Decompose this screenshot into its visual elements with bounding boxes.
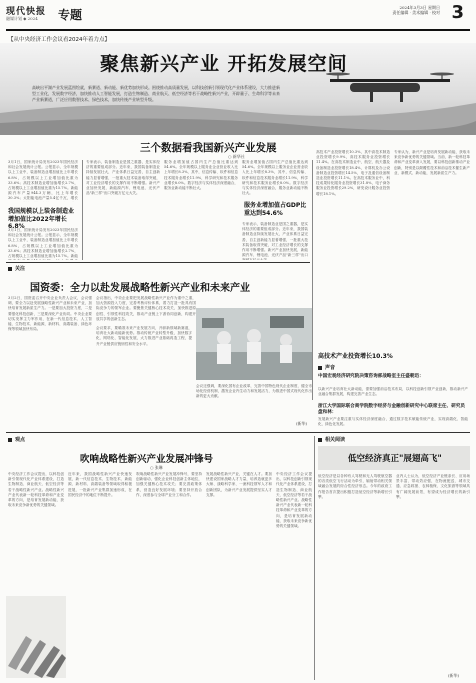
article2-col3: 会议还强调，要深化国有企业改革，完善中国特色现代企业制度，健全市场化经营机制，激发企业内生动力和发展活力，为推进中国式现代化作出新的更大贡献。 [196,384,312,399]
turbine-illustration [6,596,66,678]
article1-callout-2: 服务业增加值占GDP比重达到54.6% [244,202,307,217]
article3-byline: ○ 张琳 [150,465,163,470]
banner-intro: 高峡出平湖产业发展蓝图绘就，新赛道、新动能、新优势加快形成。围绕推动高质量发展，以科技创新引领现代化产业体系建设，大力推进新型工业化，发展数字经济，加快推动人工智能发展，打造生物制造、商业航天、低空经济等若干战略性新兴产业，开辟量子、生命科学等未来产业新赛道，广泛应用数智技术、绿色技术，加快传统产业转型升级。 [32,85,280,102]
article1-title: 三个数据看我国新兴产业发展 [140,142,277,154]
article3-title: 吹响战略性新兴产业发展冲锋号 [80,454,214,465]
industry-graphic [6,596,66,678]
article2-col2-top: 会议指出，中央企业要把发展战略性新兴产业作为重中之重，加大资源投入力度，完善考核评价体系，着力打造一批具有国际竞争力的领军企业。要聚焦关键核心技术攻关，加快推进原创性、引领性科技攻关，推动产业链上下游协同创新，构建开放共享的创新生态。 [96,296,196,321]
article3-col2: 近年来，我国战略性新兴产业快速发展，新一代信息技术、生物技术、新能源、新材料、高端装备等领域取得积极进展，一批新兴产业集群加速形成，在国民经济中的地位不断提升。 [68,472,132,497]
article3-col4: 发展战略性新兴产业，关键在人才。要加快建设国家战略人才力量，培养造就更多大师、战略科学家、一流科技领军人才和创新团队，为新兴产业发展提供坚实人才支撑。 [206,472,272,497]
section-divider [6,262,310,263]
paper-name: 现代快报 [6,7,47,17]
voice-1-text: 以新兴产业培育壮大新动能，需要加强前沿技术布局，以科技创新引领产业创新，推动新兴产业融合集群发展，构建完善产业生态。 [318,387,468,397]
column-rule [82,160,83,260]
article3-col1: 中央经济工作会议提出，以科技创新引领现代化产业体系建设，打造生物制造、商业航天、低空经济等若干战略性新兴产业。战略性新兴产业代表新一轮科技革命和产业变革的方向，是培育发展新动能、获取未来竞争新优势的关键领域。 [8,472,64,508]
article4-title: 低空经济真正"展翅高飞" [348,454,442,464]
article3-col3: 吹响战略性新兴产业发展冲锋号，要坚持创新驱动，强化企业科技创新主体地位，加强关键核心技术攻关；要完善政策体系，营造良好发展环境；要坚持开放合作，深度参与全球产业分工和合作。 [136,472,202,497]
date-line: 2024年3月3日 星期日 [399,5,440,10]
section-tag-focus: 关注 [8,265,25,272]
column-rule [314,436,315,680]
article1-col4-a: 专家表示，装备制造业是国之重器，是实体经济的重要组成部分。近年来，我国装备制造业持续发展壮大，产业体系日益完善，自主创新能力显著增强，一批重大技术装备取得突破，对工业经济增长的支撑作用不断增强。新兴产业加快发展，新能源汽车、锂电池、光伏产品"新三样"出口 [242,222,308,258]
section-tag-opinion: 观点 [8,436,25,443]
article1-col4: 高技术产业投资增长10.3%，其中高技术制造业投资增长9.9%，高技术服务业投资增长11.4%。在高技术制造业中，航空、航天器及设备制造业投资增长18.4%，计算机及办公设备制造业投资增长14.5%，电子及通信设备制造业投资增长11.1%。在高技术服务业中，科技成果转化服务业投资增长31.8%，电子商务服务业投资增长29.2%，研发设计服务业投资增长18.1%。 [316,150,390,196]
article2-title: 国资委：全力以赴发展战略性新兴产业和未来产业 [30,283,250,294]
article1-callout-3: 高技术产业投资增长10.3% [318,353,393,360]
paper-subtitle: 融媒计划 ◆ 2024 [6,16,38,21]
section-divider [6,432,470,433]
article1-callout-1: 我国规模以上装备制造业增加值比2022年增长6.8% [8,208,75,230]
article4-col1: 低空经济是以各种有人驾驶和无人驾驶航空器的各类低空飞行活动为牵引，辐射带动相关领域融合发展的综合性经济形态。今年的政府工作报告首次提出积极打造低空经济等新增长引擎。 [318,474,392,499]
header-meta [392,5,440,15]
banner-title: 聚焦新兴产业 开拓发展空间 [100,53,348,75]
article1-col1: 3月1日，国家统计局发布2023年国民经济和社会发展统计公报。公报显示，全年规模以上工业中，装备制造业增加值比上年增长6.8%，占规模以上工业增加值比重为33.6%；高技术制造业增加值增长2.7%，占规模以上工业增加值比重为15.7%。新能源汽车产量944.3万辆，比上年增长30.3%；太阳能电池产量5.4亿千瓦，增长 [8,160,78,201]
article3-col5: 中央经济工作会议提出，以科技创新引领现代化产业体系建设，打造生物制造、商业航天、低空经济等若干战略性新兴产业。战略性新兴产业代表新一轮科技革命和产业变革的方向，是培育发展新动能、获取未来竞争新优势的关键领域。 [276,472,312,529]
section-tag-voices: 声音 [318,364,335,371]
voice-1-head: 中国宏观经济研究院决策咨询部战略室主任盛朝迅： [318,374,424,379]
article1-col3: 服务业增加值占国内生产总值比重达到54.6%。全年规模以上服务业企业营业收入比上年增长8.3%，其中，信息传输、软件和信息技术服务业增长11.9%，科学研究和技术服务业增长8.0%。数字经济与实体经济深度融合，服务业新动能不断壮大。 [164,160,238,191]
article1-byline: ○ 新华社 [228,154,245,159]
column-rule [312,160,313,400]
masthead-rule [6,29,470,31]
section-tag-related: 相关阅读 [318,436,345,443]
page-number: 3 [451,2,464,23]
article2-col2: 会议要求，要瞄准未来产业发展方向，开辟新领域新赛道，培育壮大新动能新优势。推动传统产业转型升级，加快数字化、网络化、智能化发展，大力推进产业基础再造工程，提升产业链供应链韧性和安全水平。 [96,326,192,346]
voice-2-head: 浙江大学国际联合商学院数字经济与金融创新研究中心联席主任、研究员盘和林： [318,404,466,415]
banner-tag: 【从中央经济工作会议看2024年着力点】 [8,37,110,43]
article1-col3-b: 服务业增加值占国内生产总值比重达到54.6%。全年规模以上服务业企业营业收入比上年增长8.3%，其中，信息传输、软件和信息技术服务业增长11.9%，科学研究和技术服务业增长8.0%。数字经济与实体经济深度融合，服务业新动能不断壮大。 [242,160,308,196]
article1-col5: 专家认为，新兴产业是培育发展新动能、获取未来竞争新优势的关键领域。当前，新一轮科技革命和产业变革深入发展，要以科技创新推动产业创新，特别是以颠覆性技术和前沿技术催生新产业、新模式、新动能，发展新质生产力。 [394,150,470,175]
article1-col1-b: 3月1日，国家统计局发布2023年国民经济和社会发展统计公报。公报显示，全年规模以上工业中，装备制造业增加值比上年增长6.8%，占规模以上工业增加值比重为33.6%；高技术制造业增加值增长2.7%，占规模以上工业增加值比重为15.7%。新能 [8,228,78,259]
masthead [6,2,470,28]
lab-photo-illustration [196,308,312,380]
article4-source: (新华) [448,673,460,678]
article1-col2: 专家表示，装备制造业是国之重器，是实体经济的重要组成部分。近年来，我国装备制造业持续发展壮大，产业体系日益完善，自主创新能力显著增强，一批重大技术装备取得突破，对工业经济增长的支撑作用不断增强。新兴产业加快发展，新能源汽车、锂电池、光伏产品"新三样"出口突破万亿元大关。 [86,160,160,196]
article4-col2: 业内人士认为，低空经济产业链条长、应用场景丰富、带动效应强，在物流配送、城市交通、应急救援、农林植保、文化旅游等领域具有广阔发展前景，有望成为经济增长的新引擎。 [396,474,470,499]
editor-line: 责任编辑 · 美术编辑 · 校对 [392,10,440,15]
voice-2-text: 发展新兴产业要注重与实体经济深度融合，通过数字技术赋能传统产业，实现高端化、智能化、绿色化发展。 [318,417,468,427]
article2-col1: 3月2日，国资委召开中央企业负责人会议，会议强调，要全力以赴发展战略性新兴产业和未来产业，加快培育发展新质生产力。一是要加大投资力度，二是要强化科技创新，三是要深化产业协同。中央企业要切实发挥主力军作用，在新一代信息技术、人工智能、生物技术、新能源、新材料、高端装备、绿色环保等领域加快布局。 [8,296,92,332]
lab-photo [196,308,312,380]
section-label: 专题 [58,8,83,22]
article2-source: (新华) [296,421,308,426]
